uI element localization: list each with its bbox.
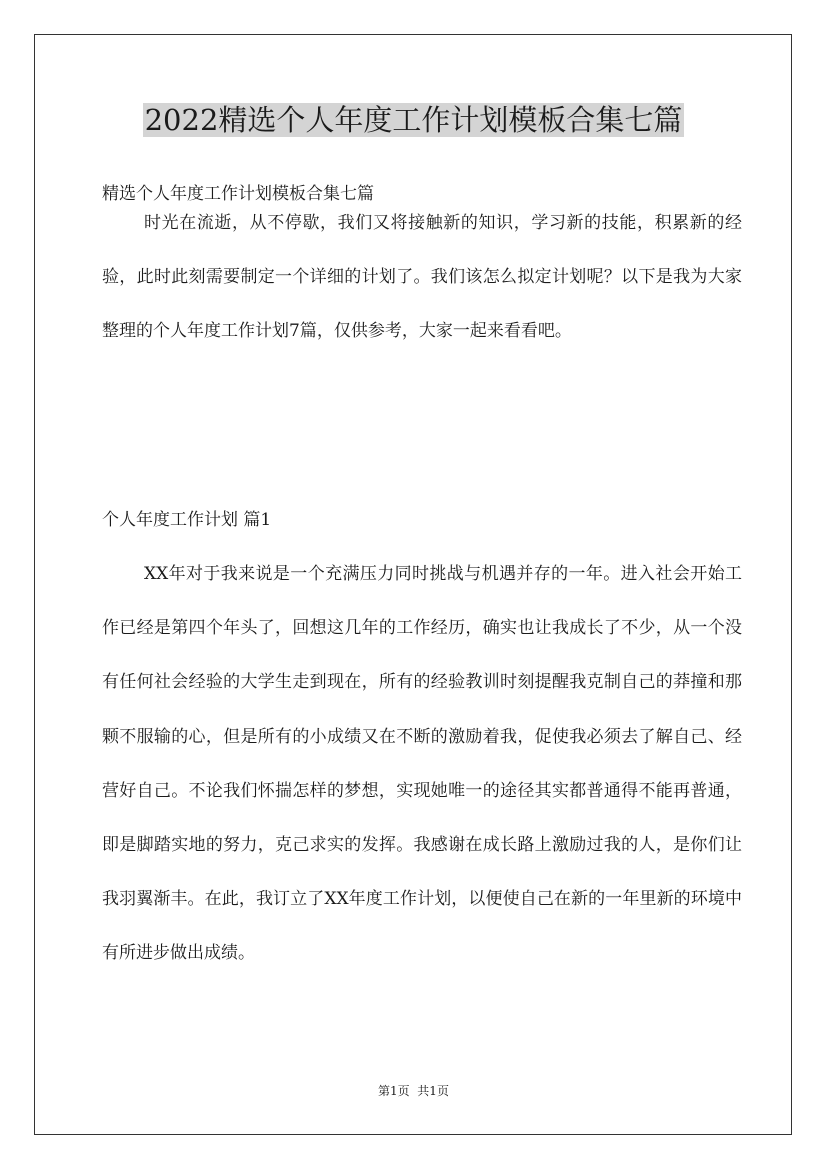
section-heading: 个人年度工作计划 篇1 <box>102 510 272 530</box>
document-title <box>0 98 827 142</box>
page-footer: 第1页 共1页 <box>378 1084 449 1098</box>
intro-paragraph: 时光在流逝，从不停歇，我们又将接触新的知识，学习新的技能，积累新的经验，此时此刻需要制定一个详细的计划了。我们该怎么拟定计划呢？以下是我为大家整理的个人年度工作计划7篇，仅供参考，大家一起来看看吧。 <box>102 213 742 342</box>
document-title-text: 2022精选个人年度工作计划模板合集七篇 <box>144 103 683 137</box>
document-subtitle: 精选个人年度工作计划模板合集七篇 <box>102 184 374 204</box>
section-paragraph: XX年对于我来说是一个充满压力同时挑战与机遇并存的一年。进入社会开始工作已经是第四个年头了，回想这几年的工作经历，确实也让我成长了不少，从一个没有任何社会经验的大学生走到现在，所有的经验教训时刻提醒我克制自己的莽撞和那颗不服输的心，但是所有的小成绩又在不断的激励着我，促使我必须去了解自己、经营好自己。不论我们怀揣怎样的梦想，实现她唯一的途径其实都普通得不能再普通，即是脚踏实地的努力，克己求实的发挥。我感谢在成长路上激励过我的人，是你们让我羽翼渐丰。在此，我订立了XX年度工作计划，以便使自己在新的一年里新的环境中有所进步做出成绩。 <box>102 564 742 964</box>
